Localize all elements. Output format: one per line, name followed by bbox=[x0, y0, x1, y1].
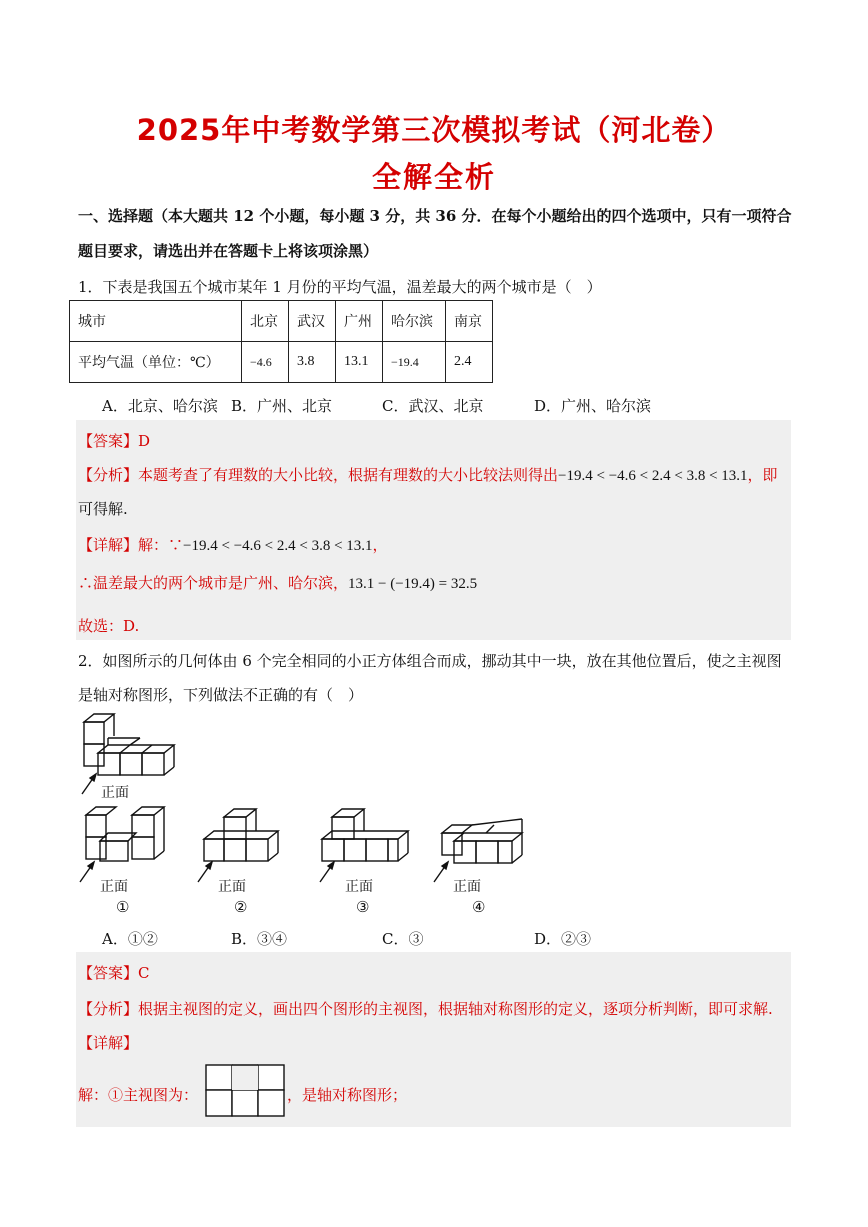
table-row bbox=[70, 342, 493, 383]
analysis-inequality: −19.4 < −4.6 < 2.4 < 3.8 < 13.1 bbox=[558, 468, 748, 484]
front-label: 正面 bbox=[218, 879, 246, 895]
q2-detail-suffix: ，是轴对称图形； bbox=[287, 1086, 408, 1104]
q1-solution-box bbox=[76, 420, 791, 640]
detail-suffix: ， bbox=[372, 536, 388, 554]
q2-analysis bbox=[78, 998, 773, 1019]
analysis-text: 根据主视图的定义，画出四个图形的主视图，根据轴对称图形的定义，逐项分析判断，即可求解. bbox=[138, 1000, 773, 1018]
analysis-tag: 【分析】 bbox=[78, 1000, 139, 1018]
detail2-equation: 13.1 − (−19.4) = 32.5 bbox=[348, 576, 478, 592]
table-cell: 哈尔滨 bbox=[383, 301, 446, 342]
q1-analysis bbox=[78, 464, 778, 485]
q2-option-b: B．③④ bbox=[231, 930, 288, 948]
table-cell: 广州 bbox=[336, 301, 383, 342]
page-subtitle: 全解全析 bbox=[371, 160, 496, 194]
figure-number-2: ② bbox=[234, 898, 248, 916]
page-title: 2025年中考数学第三次模拟考试（河北卷） bbox=[136, 113, 732, 147]
table-row bbox=[70, 301, 493, 342]
detail-tag: 【详解】 bbox=[78, 536, 139, 554]
detail2-text: ∴温差最大的两个城市是广州、哈尔滨， bbox=[78, 574, 349, 592]
q1-detail bbox=[78, 534, 388, 555]
q1-answer: 【答案】D bbox=[78, 432, 151, 450]
q1-option-d: D．广州、哈尔滨 bbox=[534, 397, 652, 415]
q1-conclusion: 故选：D. bbox=[78, 617, 140, 635]
section-heading-line2: 题目要求，请选出并在答题卡上将该项涂黑） bbox=[78, 242, 379, 260]
q2-answer: 【答案】C bbox=[78, 964, 150, 982]
figure-number-3: ③ bbox=[356, 898, 370, 916]
front-label: 正面 bbox=[453, 879, 481, 895]
analysis-text: 本题考查了有理数的大小比较，根据有理数的大小比较法则得出 bbox=[138, 466, 559, 484]
detail-prefix: 解：∵ bbox=[138, 536, 184, 554]
section-heading-line1: 一、选择题（本大题共 12 个小题，每小题 3 分，共 36 分．在每个小题给出的四个选项中，只有一项符合 bbox=[78, 207, 792, 225]
front-arrow-icon bbox=[80, 770, 100, 798]
front-view-grid bbox=[205, 1064, 285, 1118]
table-cell: 城市 bbox=[70, 301, 242, 342]
q1-option-c: C．武汉、北京 bbox=[382, 397, 484, 415]
figure-1-solid bbox=[82, 805, 172, 865]
q1-option-b: B．广州、北京 bbox=[231, 397, 333, 415]
table-cell: 平均气温（单位：℃） bbox=[70, 342, 242, 383]
front-arrow-icon bbox=[78, 858, 98, 886]
q2-detail-prefix: 解：①主视图为： bbox=[78, 1086, 199, 1104]
q1-stem: 1．下表是我国五个城市某年 1 月份的平均气温，温差最大的两个城市是（ ） bbox=[78, 278, 602, 296]
front-arrow-icon bbox=[318, 858, 338, 886]
front-label: 正面 bbox=[100, 879, 128, 895]
table-cell: 13.1 bbox=[336, 342, 383, 383]
table-cell: 南京 bbox=[446, 301, 493, 342]
q1-detail2 bbox=[78, 572, 477, 593]
front-label: 正面 bbox=[101, 785, 129, 801]
q2-option-c: C．③ bbox=[382, 930, 424, 948]
table-cell: 北京 bbox=[242, 301, 289, 342]
q2-stem-line2: 是轴对称图形，下列做法不正确的有（ ） bbox=[78, 686, 364, 704]
analysis-tag: 【分析】 bbox=[78, 466, 139, 484]
table-cell: 3.8 bbox=[289, 342, 336, 383]
table-cell: 2.4 bbox=[446, 342, 493, 383]
figure-4-solid bbox=[438, 815, 533, 870]
q2-stem-line1: 2．如图所示的几何体由 6 个完全相同的小正方体组合而成，挪动其中一块，放在其他位置后，使之主视图 bbox=[78, 652, 782, 670]
detail-inequality: −19.4 < −4.6 < 2.4 < 3.8 < 13.1 bbox=[183, 538, 373, 554]
table-cell: 武汉 bbox=[289, 301, 336, 342]
table-cell: −19.4 bbox=[383, 342, 446, 383]
front-label: 正面 bbox=[345, 879, 373, 895]
q1-option-a: A．北京、哈尔滨 bbox=[102, 397, 218, 415]
figure-number-1: ① bbox=[116, 898, 130, 916]
front-arrow-icon bbox=[432, 858, 452, 886]
table-cell: −4.6 bbox=[242, 342, 289, 383]
q2-option-d: D．②③ bbox=[534, 930, 592, 948]
front-arrow-icon bbox=[196, 858, 216, 886]
q2-option-a: A．①② bbox=[102, 930, 158, 948]
figure-3-solid bbox=[318, 805, 413, 865]
analysis-end: ，即 bbox=[747, 466, 778, 484]
figure-number-4: ④ bbox=[472, 898, 486, 916]
figure-2-solid bbox=[200, 805, 290, 865]
q2-detail-tag: 【详解】 bbox=[78, 1034, 139, 1052]
temperature-table bbox=[69, 300, 493, 383]
q1-analysis-line2: 可得解. bbox=[78, 500, 128, 518]
